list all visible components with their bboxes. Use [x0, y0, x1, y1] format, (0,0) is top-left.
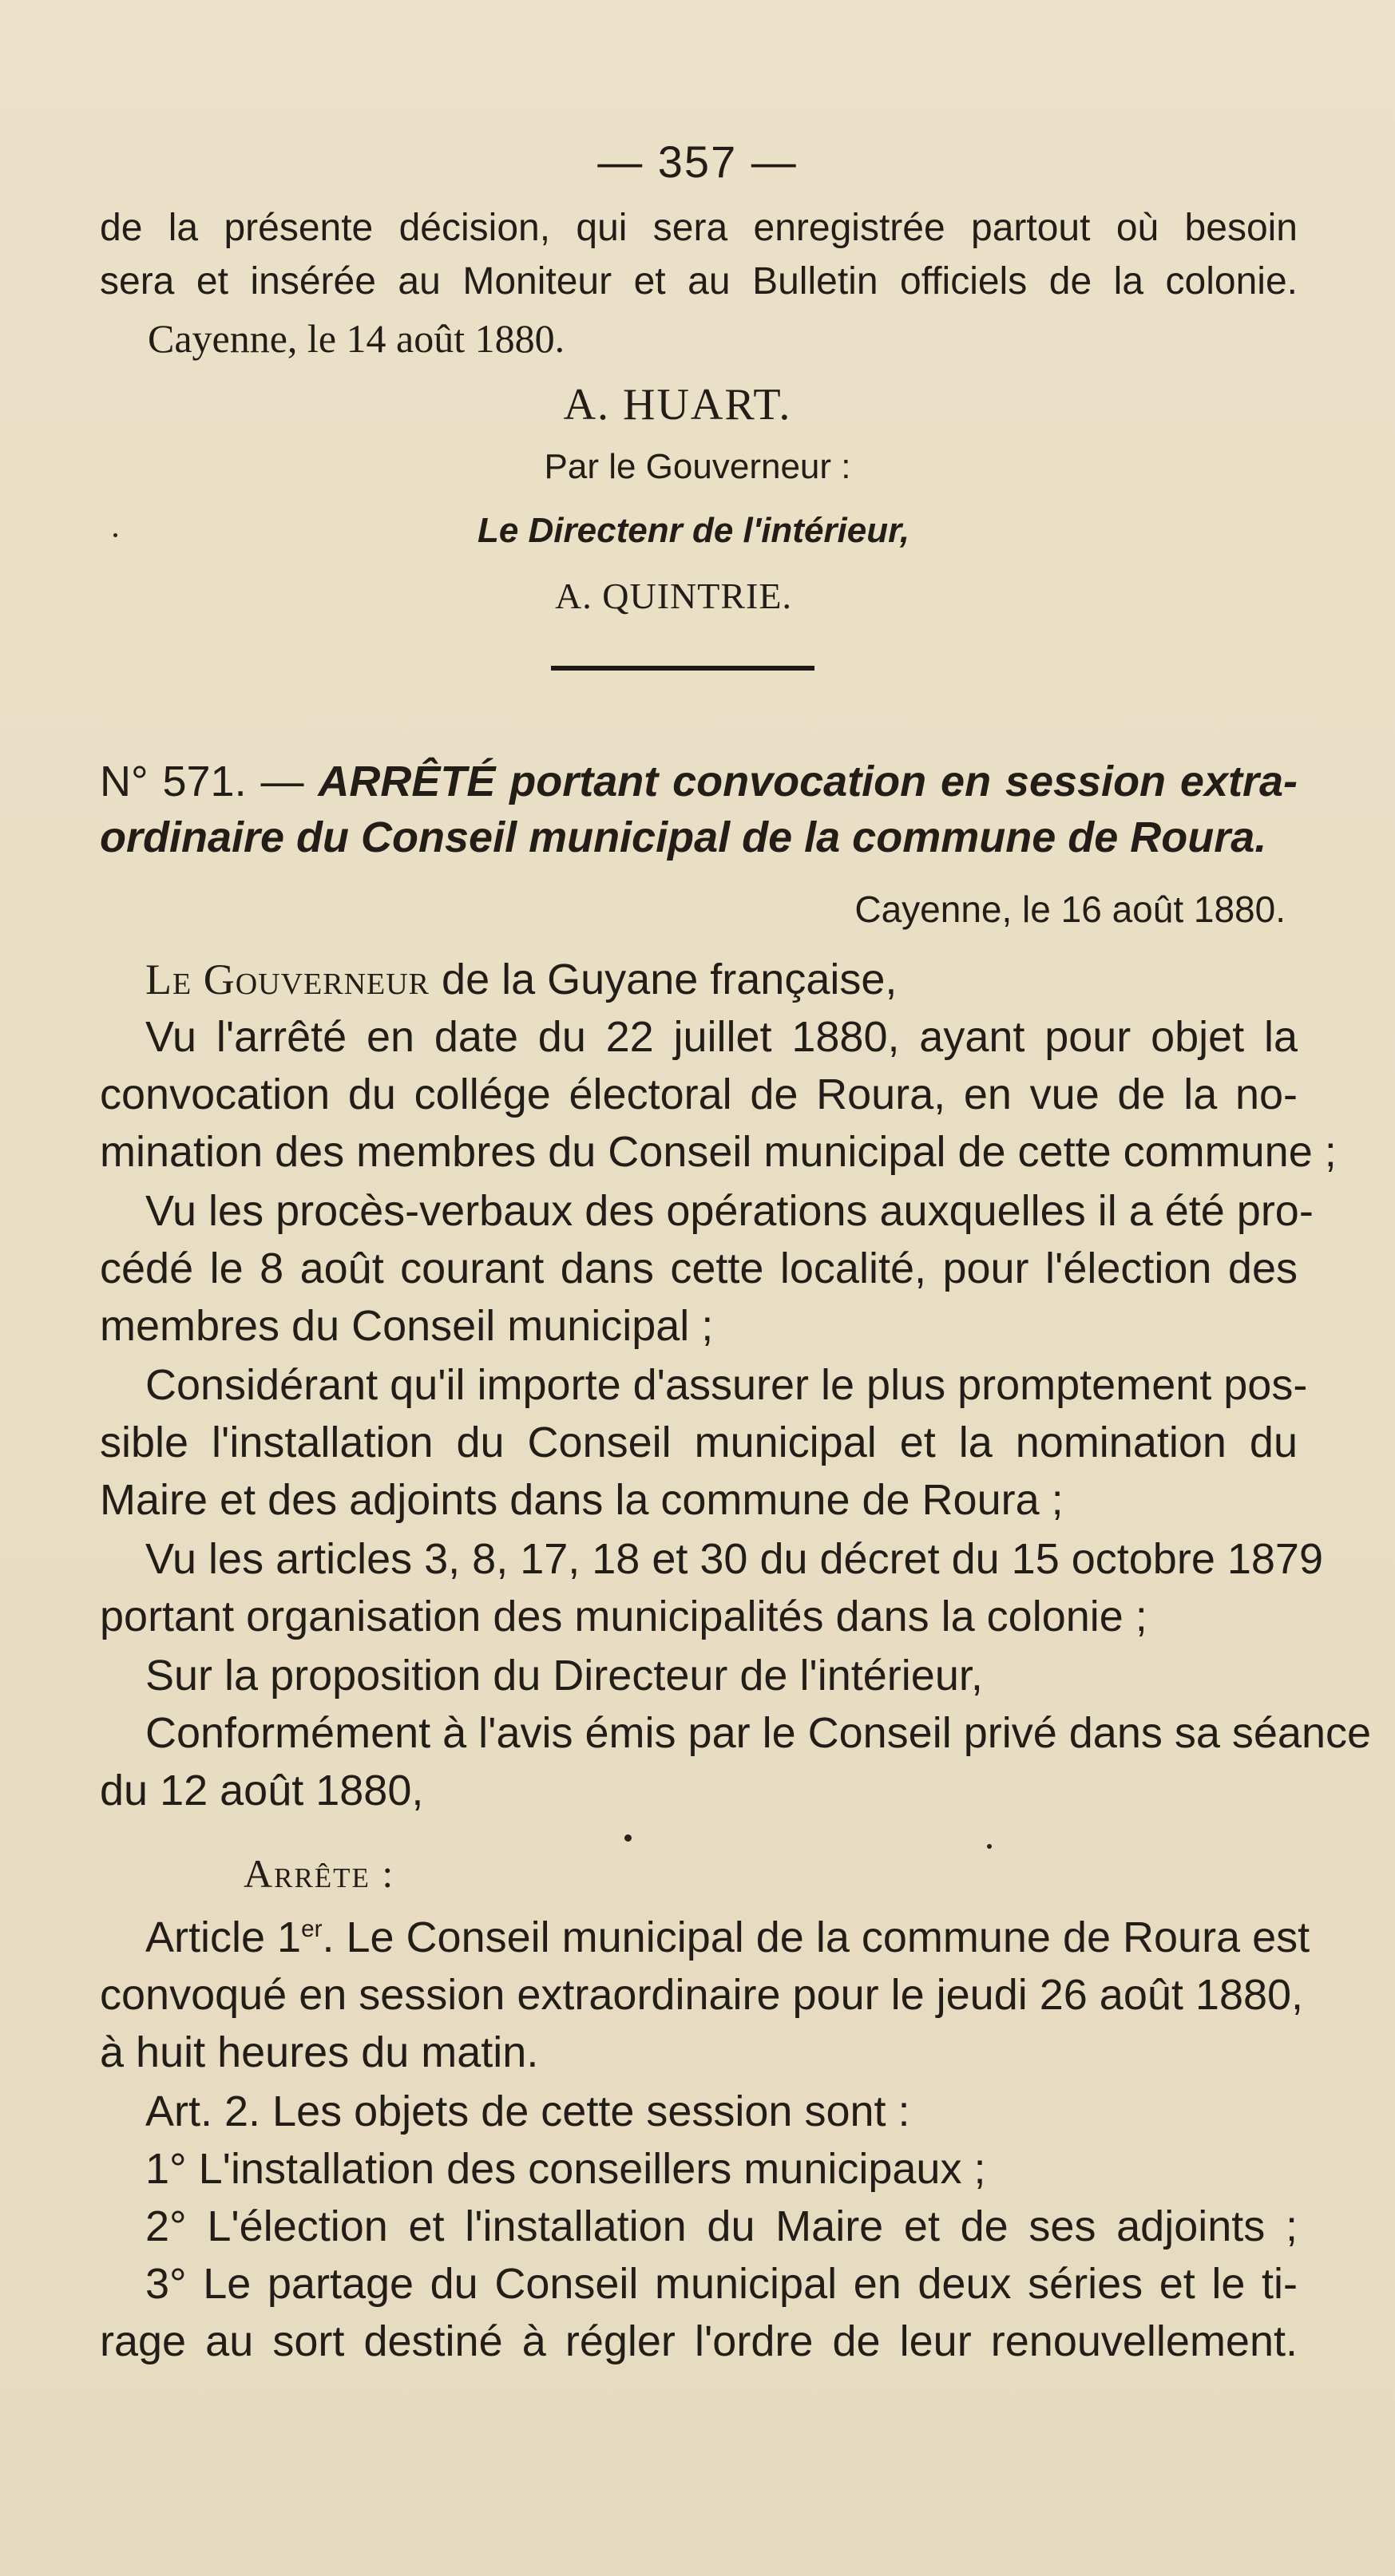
article1-lead: Article 1 — [145, 1913, 302, 1961]
dateline-decree: Cayenne, le 16 août 1880. — [854, 888, 1286, 930]
decree-heading-line-1 — [100, 757, 1298, 806]
article1-line-3: à huit heures du matin. — [100, 2028, 539, 2076]
signature-director-title: Le Directenr de l'intérieur, — [477, 511, 910, 550]
decree-title-line-1: ARRÊTÉ portant convocation en session extra- — [318, 758, 1298, 805]
section-divider — [551, 666, 814, 671]
vu1-line-3: mination des membres du Conseil municipal de cette commune ; — [100, 1128, 1337, 1176]
page-number: — 357 — — [597, 137, 798, 187]
signature-par-le-gouverneur: Par le Gouverneur : — [544, 447, 851, 486]
vu1-line-1: Vu l'arrêté en date du 22 juillet 1880, ayant pour objet la — [145, 1013, 1298, 1061]
decree-title-line-2: ordinaire du Conseil municipal de la commune de Roura. — [100, 813, 1267, 861]
opening-rest: de la Guyane française, — [430, 956, 898, 1003]
vu3-line-2: portant organisation des municipalités dans la colonie ; — [100, 1593, 1147, 1640]
vu2-line-2: cédé le 8 août courant dans cette localité, pour l'élection des — [100, 1244, 1298, 1292]
signature-name: A. HUART. — [563, 380, 792, 429]
continuation-line-2: sera et insérée au Moniteur et au Bulletin officiels de la colonie. — [100, 260, 1298, 303]
article2-item-3-line-1: 3° Le partage du Conseil municipal en deux séries et le ti- — [145, 2260, 1298, 2308]
vu2-line-3: membres du Conseil municipal ; — [100, 1302, 714, 1350]
article2-intro: Art. 2. Les objets de cette session sont : — [145, 2087, 910, 2135]
print-speck — [624, 1834, 632, 1842]
continuation-line-1: de la présente décision, qui sera enregistrée partout où besoin — [100, 207, 1298, 249]
decree-number: N° 571. — — [100, 758, 304, 805]
article2-item-3-line-2: rage au sort destiné à régler l'ordre de leur renouvellement. — [100, 2317, 1298, 2365]
print-speck — [987, 1844, 992, 1849]
conformement-line-1: Conformément à l'avis émis par le Conseil privé dans sa séance — [145, 1709, 1372, 1757]
article1-line-1 — [145, 1913, 1310, 1962]
article2-item-2: 2° L'élection et l'installation du Maire et de ses adjoints ; — [145, 2202, 1298, 2250]
considerant-line-2: sible l'installation du Conseil municipal et la nomination du — [100, 1419, 1298, 1466]
considerant-line-1: Considérant qu'il importe d'assurer le plus promptement pos- — [145, 1361, 1308, 1409]
proposition-line: Sur la proposition du Directeur de l'intérieur, — [145, 1652, 983, 1700]
arrete-label: Arrête : — [244, 1851, 395, 1896]
dateline-top: Cayenne, le 14 août 1880. — [148, 316, 565, 361]
article2-item-1: 1° L'installation des conseillers municipaux ; — [145, 2145, 986, 2193]
conformement-line-2: du 12 août 1880, — [100, 1767, 424, 1814]
preamble-opening — [145, 955, 1298, 1004]
article1-line-2: convoqué en session extraordinaire pour le jeudi 26 août 1880, — [100, 1971, 1304, 2019]
article1-sup: er — [301, 1916, 323, 1942]
print-speck — [113, 533, 117, 537]
vu1-line-2: convocation du collége électoral de Roura, en vue de la no- — [100, 1070, 1298, 1118]
article1-rest: . Le Conseil municipal de la commune de Roura est — [322, 1913, 1310, 1961]
vu3-line-1: Vu les articles 3, 8, 17, 18 et 30 du décret du 15 octobre 1879 — [145, 1535, 1323, 1583]
opening-caps: Le Gouverneur — [145, 956, 430, 1003]
signature-director-name: A. QUINTRIE. — [555, 576, 792, 616]
vu2-line-1: Vu les procès-verbaux des opérations auxquelles il a été pro- — [145, 1187, 1314, 1235]
considerant-line-3: Maire et des adjoints dans la commune de Roura ; — [100, 1476, 1064, 1524]
